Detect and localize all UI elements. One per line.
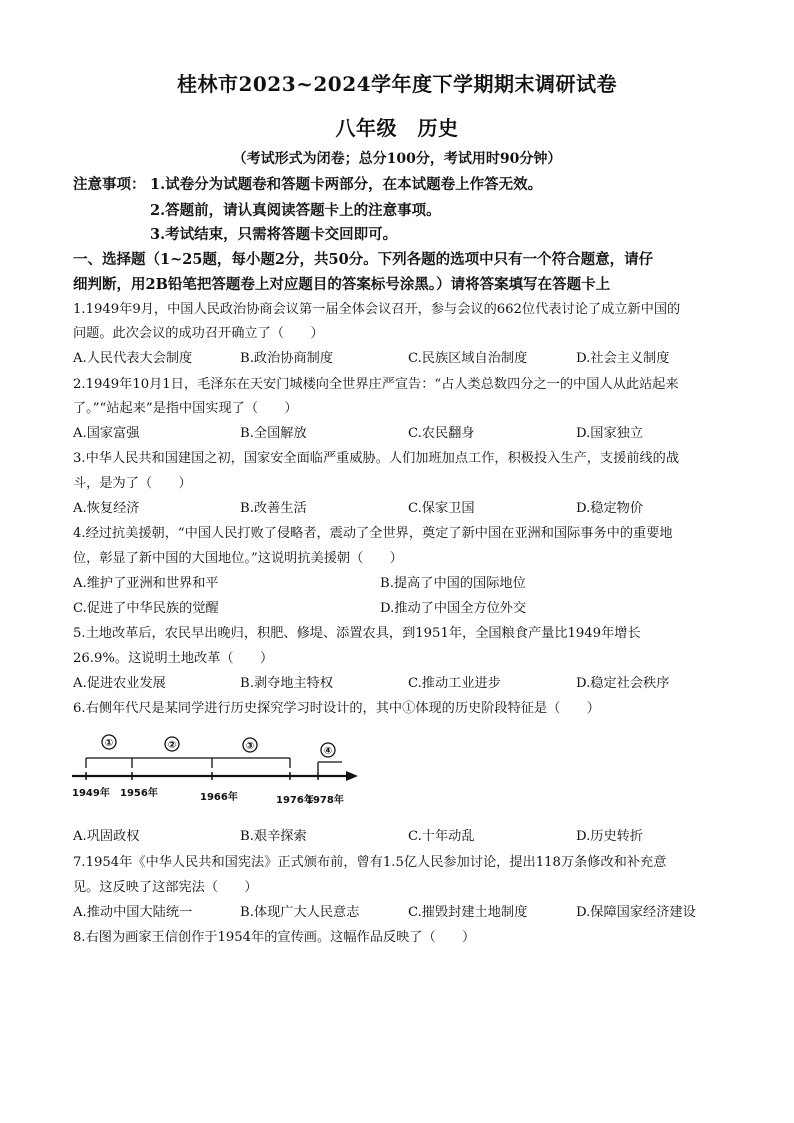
question-1-option-d: D.社会主义制度 <box>576 351 670 366</box>
question-6-option-c: C.十年动乱 <box>408 829 475 844</box>
timeline-arrowhead <box>346 771 358 781</box>
question-2-option-b: B.全国解放 <box>240 426 307 441</box>
question-3-option-d: D.稳定物价 <box>576 501 644 516</box>
question-5-option-b: B.剥夺地主特权 <box>240 676 334 691</box>
question-3-option-a: A.恢复经济 <box>73 501 140 516</box>
marker-4: ④ <box>323 746 333 757</box>
question-4-option-c: C.促进了中华民族的觉醒 <box>73 601 219 616</box>
question-3-stem-2: 斗，是为了（ ） <box>73 476 192 491</box>
question-1-stem-2: 问题。此次会议的成功召开确立了（ ） <box>73 326 324 341</box>
question-4-stem-2: 位，彰显了新中国的大国地位。”这说明抗美援朝（ ） <box>73 551 403 566</box>
marker-1: ① <box>104 738 114 749</box>
timeline-graphic <box>70 728 360 810</box>
question-7-option-d: D.保障国家经济建设 <box>576 905 696 920</box>
question-7-option-a: A.推动中国大陆统一 <box>73 905 193 920</box>
question-2-stem: 2.1949年10月1日，毛泽东在天安门城楼向全世界庄严宣告：“占人类总数四分之一的中国人从此站起来 <box>73 377 679 392</box>
question-7-option-c: C.摧毁封建土地制度 <box>408 905 528 920</box>
era-timeline <box>70 728 360 814</box>
question-7-stem-2: 见。这反映了这部宪法（ ） <box>73 880 258 895</box>
question-6-option-a: A.巩固政权 <box>73 829 140 844</box>
question-2-option-a: A.国家富强 <box>73 426 140 441</box>
question-2-option-c: C.农民翻身 <box>408 426 475 441</box>
question-3-option-b: B.改善生活 <box>240 501 307 516</box>
exam-subject: 八年级 历史 <box>335 116 459 140</box>
year-label-1978: 1978年 <box>306 795 344 806</box>
year-label-1956: 1956年 <box>120 788 158 799</box>
question-6-stem: 6.右侧年代尺是某同学进行历史探究学习时设计的，其中①体现的历史阶段特征是（ ） <box>73 701 600 716</box>
question-1-stem: 1.1949年9月，中国人民政治协商会议第一届全体会议召开，参与会议的662位代表讨论了成立新中国的 <box>73 302 681 317</box>
year-label-1976: 1976年 <box>276 795 314 806</box>
notice-label: 注意事项： <box>73 176 146 193</box>
question-3-option-c: C.保家卫国 <box>408 501 475 516</box>
section-heading: 一、选择题（1~25题，每小题2分，共50分。下列各题的选项中只有一个符合题意，请仔 <box>73 251 654 268</box>
question-4-option-a: A.维护了亚洲和世界和平 <box>73 576 219 591</box>
question-1-option-b: B.政治协商制度 <box>240 351 334 366</box>
question-8-stem: 8.右图为画家王信创作于1954年的宣传画。这幅作品反映了（ ） <box>73 930 476 945</box>
question-7-stem: 7.1954年《中华人民共和国宪法》正式颁布前，曾有1.5亿人民参加讨论，提出118万条修改和补充意 <box>73 855 667 870</box>
notice-item-3: 3.考试结束，只需将答题卡交回即可。 <box>150 226 398 243</box>
section-heading-line2: 细判断，用2B铅笔把答题卷上对应题目的答案标号涂黑。）请将答案填写在答题卡上 <box>73 276 611 293</box>
question-1-option-a: A.人民代表大会制度 <box>73 351 193 366</box>
year-label-1949: 1949年 <box>72 788 110 799</box>
question-5-stem-2: 26.9%。这说明土地改革（ ） <box>73 651 274 666</box>
exam-title: 桂林市2023~2024学年度下学期期末调研试卷 <box>176 72 618 96</box>
marker-3: ③ <box>245 741 255 752</box>
question-6-option-b: B.艰辛探索 <box>240 829 307 844</box>
question-5-option-d: D.稳定社会秩序 <box>576 676 670 691</box>
question-1-option-c: C.民族区域自治制度 <box>408 351 528 366</box>
marker-2: ② <box>167 740 177 751</box>
question-3-stem: 3.中华人民共和国建国之初，国家安全面临严重威胁。人们加班加点工作，积极投入生产，支援前线的战 <box>73 451 680 466</box>
exam-info: （考试形式为闭卷；总分100分，考试用时90分钟） <box>232 151 562 167</box>
notice-item-2: 2.答题前，请认真阅读答题卡上的注意事项。 <box>150 202 441 219</box>
notice-item-1: 1.试卷分为试题卷和答题卡两部分，在本试题卷上作答无效。 <box>150 176 543 193</box>
question-5-option-c: C.推动工业进步 <box>408 676 501 691</box>
question-4-option-b: B.提高了中国的国际地位 <box>380 576 526 591</box>
question-2-option-d: D.国家独立 <box>576 426 644 441</box>
year-label-1966: 1966年 <box>200 792 238 803</box>
question-2-stem-2: 了。”“站起来”是指中国实现了（ ） <box>73 401 298 416</box>
question-5-option-a: A.促进农业发展 <box>73 676 166 691</box>
question-6-option-d: D.历史转折 <box>576 829 644 844</box>
question-7-option-b: B.体现广大人民意志 <box>240 905 360 920</box>
question-4-option-d: D.推动了中国全方位外交 <box>380 601 527 616</box>
question-4-stem: 4.经过抗美援朝，“中国人民打败了侵略者，震动了全世界，奠定了新中国在亚洲和国际事务中的重要地 <box>73 526 673 541</box>
question-5-stem: 5.土地改革后，农民早出晚归，积肥、修堤、添置农具，到1951年，全国粮食产量比1949年增长 <box>73 626 641 641</box>
